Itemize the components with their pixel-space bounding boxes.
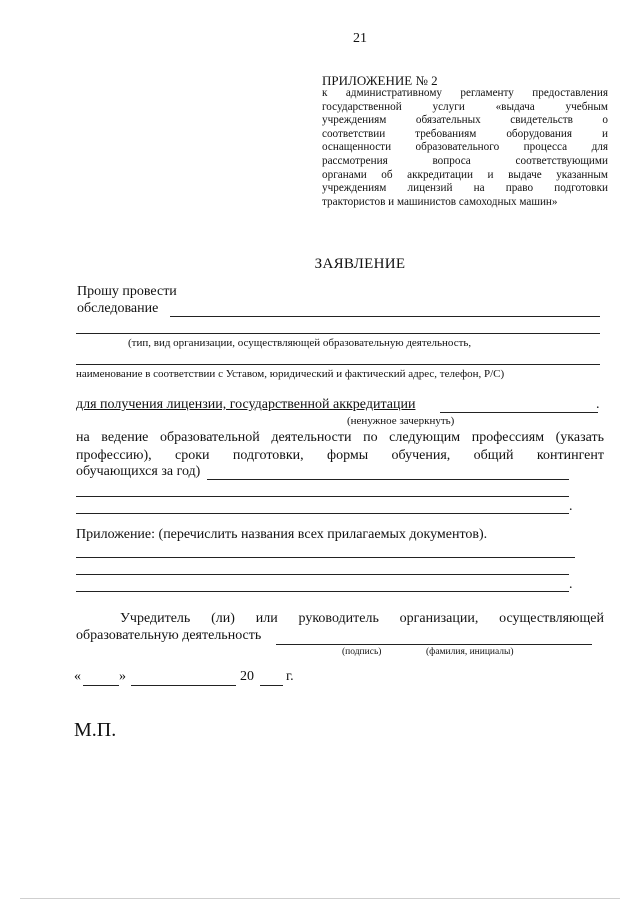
signature-input-line[interactable] xyxy=(276,644,592,645)
appendix-line: учреждениям лицензий на право подготовки xyxy=(322,182,608,195)
stamp-place: М.П. xyxy=(74,719,117,741)
appendix-line: органами об аккредитации и выдаче указанным xyxy=(322,168,608,181)
hint-signature: (подпись) xyxy=(342,647,382,657)
page-number: 21 xyxy=(353,31,367,46)
founder-line-1: Учредитель (ли) или руководитель организации, осуществляющей xyxy=(120,611,604,626)
attachment-input-line[interactable] xyxy=(76,574,569,575)
appendix-line: учреждениям обязательных свидетельств о xyxy=(322,114,608,127)
appendix-line: государственной услуги «выдача учебным xyxy=(322,100,608,113)
professions-input-line[interactable] xyxy=(76,513,569,514)
request-line-1: Прошу провести xyxy=(77,284,177,299)
professions-line-3: обучающихся за год) xyxy=(76,464,201,479)
appendix-text xyxy=(322,87,608,209)
date-year-suffix: г. xyxy=(286,669,294,684)
hint-org-type: (тип, вид организации, осуществляющей образовательную деятельность, xyxy=(128,337,472,349)
purpose-text: для получения лицензии, государственной аккредитации xyxy=(76,397,416,412)
hint-org-details: наименование в соответствии с Уставом, юридический и фактический адрес, телефон, Р/С) xyxy=(76,368,505,380)
professions-line-2: профессию), сроки подготовки, формы обучения, общий контингент xyxy=(76,448,604,463)
request-line-2: обследование xyxy=(77,301,159,316)
date-close-quote: » xyxy=(119,669,126,684)
hint-strike: (ненужное зачеркнуть) xyxy=(347,415,455,427)
attachment-input-line[interactable] xyxy=(76,591,569,592)
org-type-input-line[interactable] xyxy=(76,333,600,334)
professions-input-line[interactable] xyxy=(76,496,569,497)
appendix-line: трактористов и машинистов самоходных машин» xyxy=(322,195,558,208)
appendix-line: оснащенности образовательного процесса для xyxy=(322,141,608,154)
date-day-input[interactable] xyxy=(83,685,119,686)
appendix-title: ПРИЛОЖЕНИЕ № 2 xyxy=(322,73,438,88)
date-year-prefix: 20 xyxy=(240,669,254,684)
date-open-quote: « xyxy=(74,669,81,684)
inspection-input-line[interactable] xyxy=(170,316,600,317)
date-month-input[interactable] xyxy=(131,685,236,686)
professions-input-line[interactable] xyxy=(207,479,569,480)
purpose-end: . xyxy=(596,397,600,412)
appendix-line: к административному регламенту предоставления xyxy=(322,87,608,99)
professions-line-1: на ведение образовательной деятельности по следующим профессиям (указать xyxy=(76,430,604,445)
attachment-label: Приложение: (перечислить названия всех прилагаемых документов). xyxy=(76,527,488,542)
date-year-input[interactable] xyxy=(260,685,283,686)
appendix-line: соответствии требованиям оборудования и xyxy=(322,127,608,140)
professions-period: . xyxy=(569,499,573,514)
attachment-input-line[interactable] xyxy=(76,557,575,558)
attachment-period: . xyxy=(569,577,573,592)
founder-line-2: образовательную деятельность xyxy=(76,628,262,643)
hint-name: (фамилия, инициалы) xyxy=(426,647,514,657)
purpose-underline xyxy=(440,412,598,413)
scan-edge-artifact xyxy=(20,898,620,899)
document-title: ЗАЯВЛЕНИЕ xyxy=(314,256,406,272)
appendix-line: рассмотрения вопроса соответствующими xyxy=(322,154,608,167)
org-details-input-line[interactable] xyxy=(76,364,600,365)
